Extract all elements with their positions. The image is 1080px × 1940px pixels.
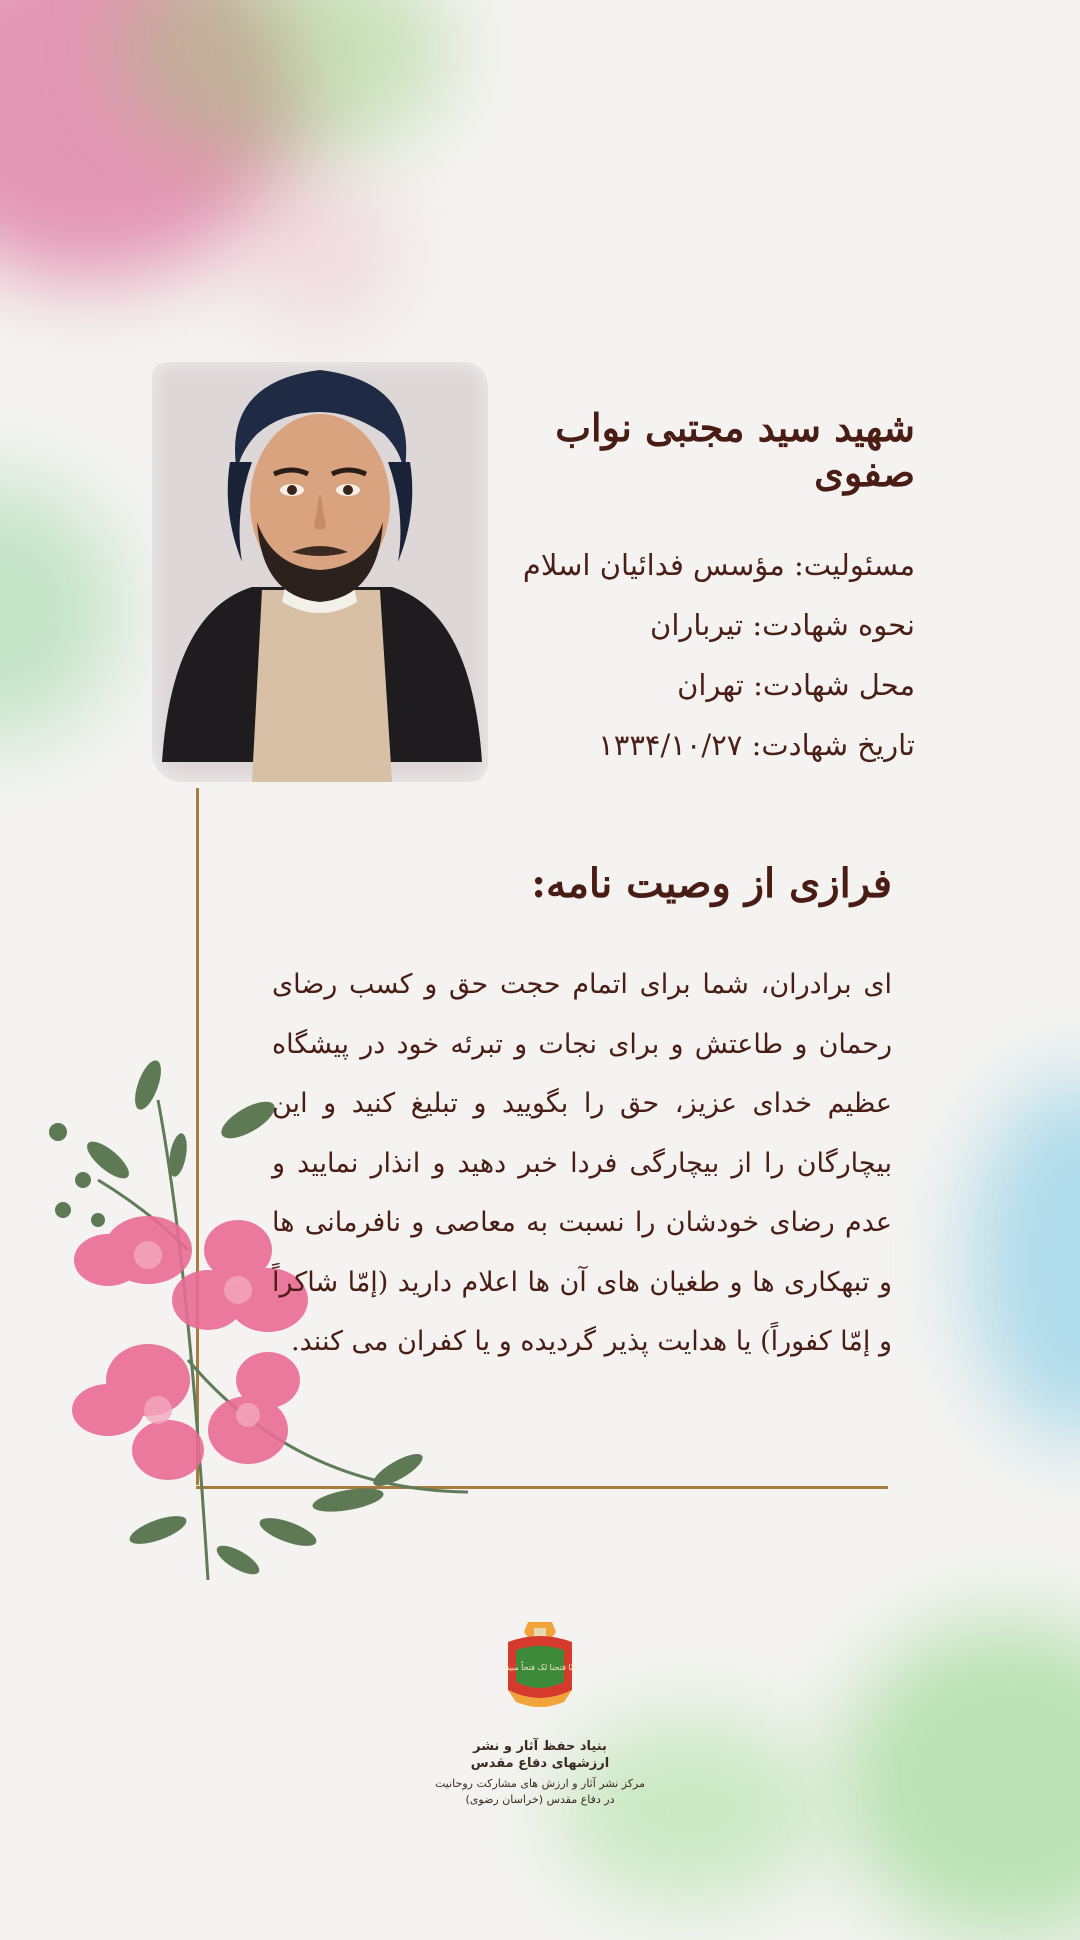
martyrdom-manner-row: نحوه شهادت: تیرباران	[650, 608, 915, 642]
martyr-portrait	[152, 362, 488, 782]
portrait-illustration	[152, 362, 488, 782]
martyr-info	[485, 405, 915, 775]
foundation-logo-icon	[500, 1620, 580, 1710]
testament-title: فرازی از وصیت نامه:	[531, 860, 892, 907]
martyrdom-place-row: محل شهادت: تهران	[677, 668, 915, 702]
center-name-line2: در دفاع مقدس (خراسان رضوی)	[465, 1793, 615, 1806]
org-name-line2: ارزشهای دفاع مقدس	[470, 1756, 610, 1771]
responsibility-row: مسئولیت: مؤسس فدائیان اسلام	[522, 548, 915, 582]
foundation-logo-text	[400, 1738, 680, 1808]
martyrdom-date-row: تاریخ شهادت: ۱۳۳۴/۱۰/۲۷	[598, 728, 915, 762]
center-name-line1: مرکز نشر آثار و ارزش های مشارکت روحانیت	[434, 1777, 645, 1790]
testament-text: ای برادران، شما برای اتمام حجت حق و کسب رضای رحمان و طاعتش و برای نجات و تبرئه خود در پیشگاه عظیم خدای عزیز، حق را بگویید و تبلیغ کنید و این بیچارگان را از بیچارگی فردا خبر دهید و انذار نمایید و عدم رضای خودشان را نسبت به معاصی و نافرمانی ها و تبهکاری ها و طغیان های آن ها اعلام دارید (إمّا شاکراً و إمّا کفوراً) یا هدایت پذیر گردیده و یا کفران می کنند.	[272, 969, 892, 1357]
martyr-name: شهید سید مجتبی نواب صفوی	[555, 405, 915, 495]
org-name-line1: بنیاد حفظ آثار و نشر	[473, 1739, 607, 1754]
logo-emblem-text: انّا فتحنا لک فتحاً مبینا	[504, 1663, 576, 1672]
